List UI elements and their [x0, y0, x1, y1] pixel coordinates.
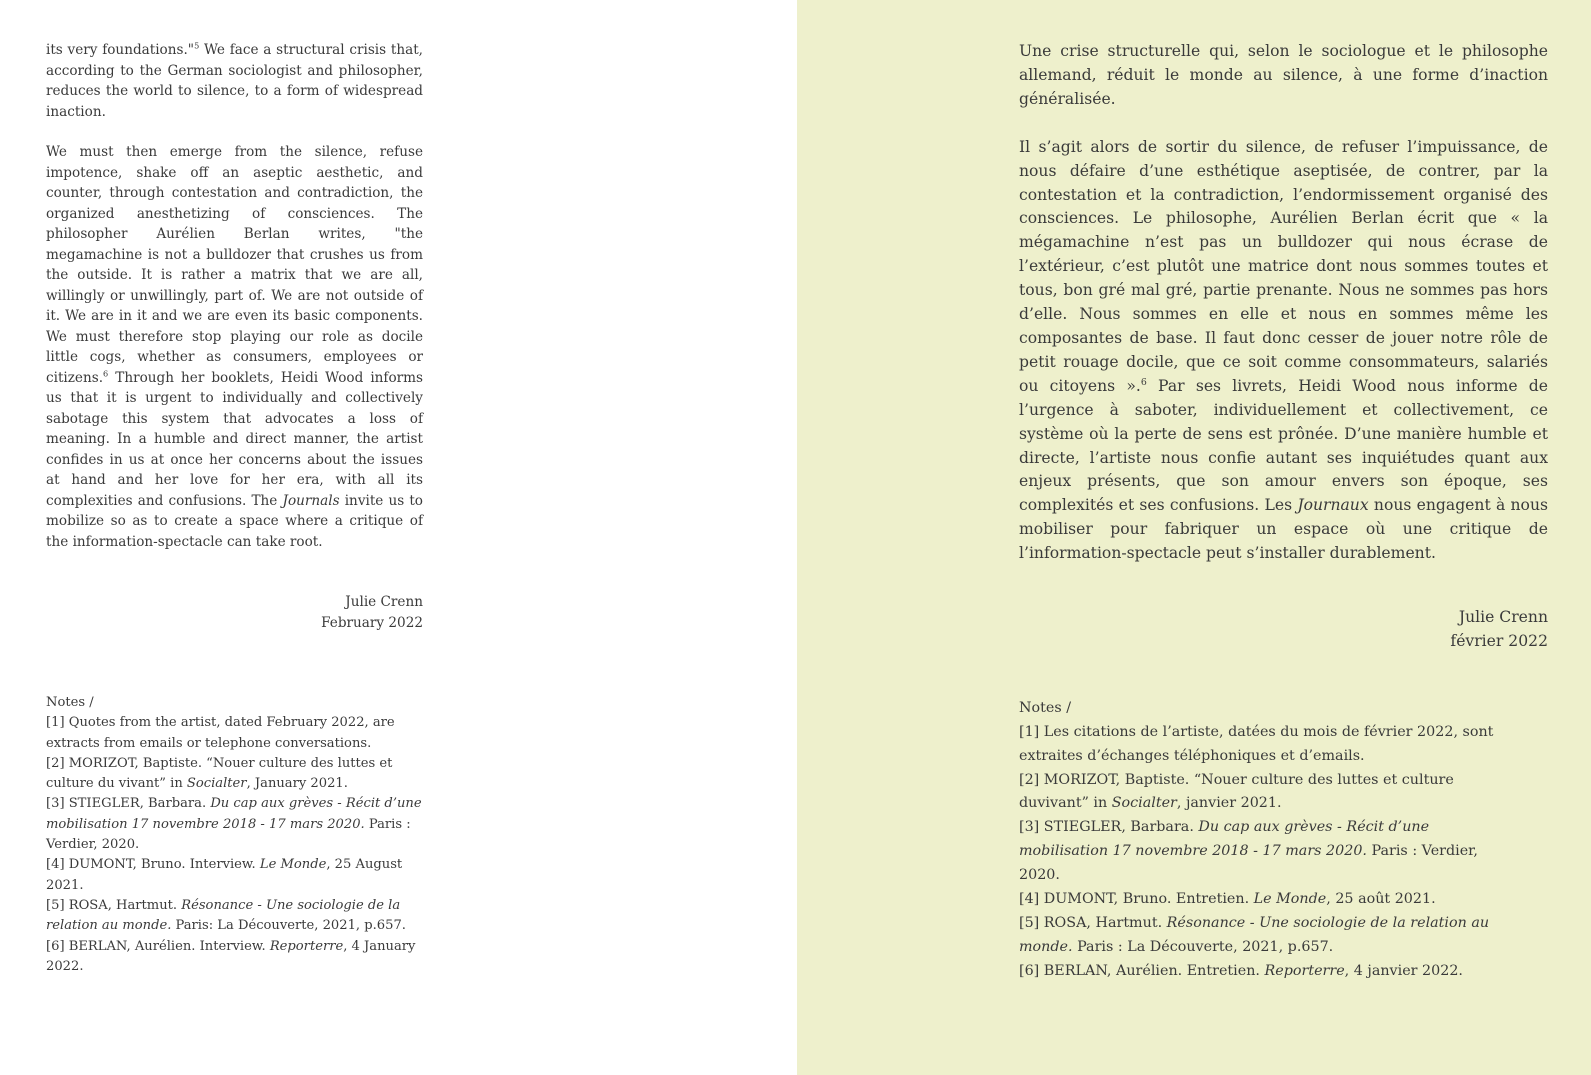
note-text: [2] MORIZOT, Baptiste. “Nouer culture des luttes et culture duvivant” in — [1019, 771, 1454, 812]
left-paragraph-2 — [46, 142, 423, 552]
note-1: [1] Les citations de l’artiste, datées du mois de février 2022, sont extraites d’échanges téléphoniques et d’emails. — [1019, 723, 1494, 764]
note-text: [3] STIEGLER, Barbara. — [46, 796, 211, 812]
author-name: Julie Crenn — [345, 594, 423, 610]
right-notes — [1019, 697, 1494, 984]
note-italic: Reporterre — [1264, 962, 1345, 979]
text-segment: We face a structural crisis that, according to the German sociologist and philosopher, reduces the world to silence, to a form of widespread inaction. — [46, 42, 423, 120]
note-italic: Du cap aux grèves - Récit d’une mobilisation 17 novembre 2018 - 17 mars 2020. — [46, 796, 422, 832]
note-text: , January 2021. — [246, 776, 348, 792]
footnote-ref: 6 — [103, 367, 109, 378]
footnote-ref: 5 — [194, 40, 200, 51]
note-italic: Résonance - Une sociologie de la relation au monde. — [46, 897, 401, 934]
note-text: , janvier 2021. — [1176, 795, 1282, 812]
note-text: [6] BERLAN, Aurélien. Entretien. — [1019, 962, 1265, 979]
footnote-ref: 6 — [1140, 376, 1147, 388]
note-6 — [1019, 960, 1494, 984]
left-signature — [46, 592, 423, 633]
note-italic: Le Monde — [1253, 891, 1327, 908]
note-text: , 4 January 2022. — [46, 938, 416, 974]
note-italic: Socialter — [1111, 795, 1177, 812]
note-italic: Le Monde — [259, 857, 327, 873]
note-1: [1] Quotes from the artist, dated February 2022, are extracts from emails or telephone conversations. — [46, 715, 395, 751]
note-2 — [46, 754, 423, 795]
note-italic: Reporterre — [269, 938, 344, 954]
italic-title: Journals — [282, 492, 340, 509]
note-6 — [46, 937, 423, 978]
note-text: Paris : Verdier, 2020. — [46, 816, 411, 853]
note-text: [5] ROSA, Hartmut. — [46, 897, 182, 913]
note-text: , 25 August 2021. — [46, 857, 403, 893]
note-text: [4] DUMONT, Bruno. Entretien. — [1019, 891, 1254, 908]
text-segment: nous engagent à nous mobiliser pour fabriquer un espace où une critique de l’information-spectacle peut s’installer durablement. — [1019, 496, 1548, 563]
signature-date: février 2022 — [1450, 631, 1548, 650]
note-3 — [1019, 816, 1494, 888]
note-text: [4] DUMONT, Bruno. Interview. — [46, 857, 260, 873]
right-paragraph-2 — [1019, 136, 1548, 566]
note-italic: Résonance - Une sociologie de la relation au monde. — [1019, 915, 1490, 955]
note-text: [6] BERLAN, Aurélien. Interview. — [46, 938, 270, 954]
note-italic: Socialter — [186, 776, 247, 792]
text-segment: invite us to mobilize so as to create a space where a critique of the information-spectacle can take root. — [46, 492, 423, 550]
note-4 — [46, 855, 423, 896]
note-text: [2] MORIZOT, Baptiste. “Nouer culture des luttes et culture du vivant” in — [46, 755, 393, 792]
notes-heading: Notes / — [46, 695, 94, 710]
note-2 — [1019, 769, 1494, 817]
note-text: Paris : Verdier, 2020. — [1019, 843, 1478, 884]
right-signature — [1019, 606, 1548, 654]
text-segment: Through her booklets, Heidi Wood informs us that it is urgent to individually and collectively sabotage this system that advocates a loss of meaning. In a humble and direct manner, the artist confides in us at once her concerns about the issues at hand and her love for her era, with all its complexities and confusions. The — [46, 369, 423, 509]
note-italic: Du cap aux grèves - Récit d’une mobilisation 17 novembre 2018 - 17 mars 2020. — [1019, 819, 1430, 860]
left-text-column — [46, 40, 423, 977]
left-notes — [46, 693, 423, 977]
notes-heading: Notes / — [1019, 699, 1072, 716]
note-3 — [46, 794, 423, 855]
text-segment: Par ses livrets, Heidi Wood nous informe de l’urgence à saboter, individuellement et collectivement, ce système où la perte de sens est prônée. D’une manière humble et directe, l’artiste nous confie autant ses inquiétudes quant aux enjeux présents, que son amour envers son époque, ses complexités et ses confusions. Les — [1019, 376, 1548, 515]
note-text: , 4 janvier 2022. — [1344, 962, 1463, 979]
text-segment: We must then emerge from the silence, refuse impotence, shake off an aseptic aesthetic, and counter, through contestation and contradiction, the organized anesthetizing of consciences. The philosopher Aurélien Berlan writes, "the megamachine is not a bulldozer that crushes us from the outside. It is rather a matrix that we are all, willingly or unwillingly, part of. We are not outside of it. We are in it and we are even its basic components. We must therefore stop playing our role as docile little cogs, whether as consumers, employees or citizens. — [46, 144, 423, 386]
right-paragraph-1: Une crise structurelle qui, selon le sociologue et le philosophe allemand, réduit le monde au silence, à une forme d’inaction généralisée. — [1019, 42, 1548, 108]
note-text: Paris: La Découverte, 2021, p.657. — [171, 918, 406, 934]
author-name: Julie Crenn — [1458, 608, 1548, 627]
text-segment: its very foundations." — [46, 42, 195, 58]
note-5 — [46, 896, 423, 937]
note-text: [3] STIEGLER, Barbara. — [1019, 819, 1199, 836]
note-text: , 25 août 2021. — [1326, 891, 1436, 908]
signature-date: February 2022 — [321, 614, 423, 631]
note-4 — [1019, 888, 1494, 912]
right-text-column — [1019, 40, 1548, 984]
note-text: Paris : La Découverte, 2021, p.657. — [1072, 938, 1334, 955]
text-segment: Il s’agit alors de sortir du silence, de refuser l’impuissance, de nous défaire d’une esthétique aseptisée, de contrer, par la contestation et la contradiction, l’endormissement organisé des consciences. Le philosophe, Aurélien Berlan écrit que « la mégamachine n’est pas un bulldozer qui nous écrase de l’extérieur, c’est plutôt une matrice dont nous sommes toutes et tous, bon gré mal gré, partie prenante. Nous ne sommes pas hors d’elle. Nous sommes en elle et nous en sommes même les composantes de base. Il faut donc cesser de jouer notre rôle de petit rouage docile, que ce soit comme consommateurs, salariés ou citoyens ». — [1019, 137, 1548, 395]
left-paragraph-1 — [46, 40, 423, 122]
right-page — [797, 0, 1591, 1075]
note-5 — [1019, 912, 1494, 960]
italic-title: Journaux — [1297, 496, 1369, 515]
note-text: [5] ROSA, Hartmut. — [1019, 915, 1167, 931]
